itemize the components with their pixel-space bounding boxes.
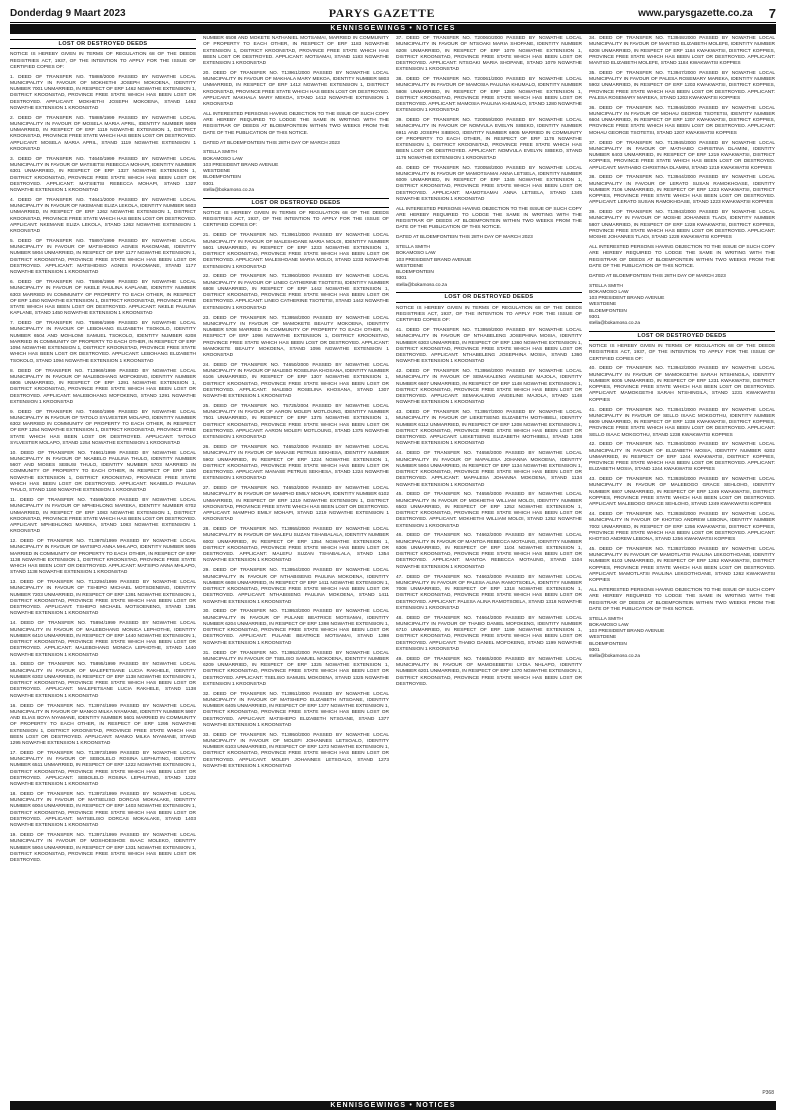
signature-line: 9301 (203, 181, 214, 187)
signature-line: stella@bokamoso.co.za (396, 282, 447, 288)
notice-paragraph: 6. DEED OF TRANSFER NO. T5898/1999 PASSED BY NGWATHE LOCAL MUNICIPALITY IN FAVOUR OF NKELE PAULINA KAPLANE, IDENTITY NUMBER 6303 MARRIED IN COMMUNITY OF PROPERTY TO EACH OTHER, IN RESPECT OF ERF 1450 NGWATHE EXTENSION 1, DISTRICT KROONSTAD, PROVINCE FREE STATE WHICH HAS BEEN LOST OR DESTROYED. APPLICANT: NKELE PAULINA KAPLANE, STAND 1450 NGWATHE EXTENSION 1 KROONSTAD (10, 280, 196, 317)
signature-line: STELLA SMITH (396, 245, 430, 251)
notice-paragraph: 44. DEED OF TRANSFER NO. T13938/2000 PASSED BY NGWATHE LOCAL MUNICIPALITY IN FAVOUR OF KHOTSO ANDREW LEBONA, IDENTITY NUMBER 7002 UNMARRIED, IN RESPECT OF ERF 1256 KWAKWATSI, DISTRICT KOPPIES, PROVINCE FREE STATE WHICH HAS BEEN LOST OR DESTROYED. APPLICANT: KHOTSO ANDREW LEBONA, STAND 1256 KWAKWATSI KOPPIES (589, 512, 775, 543)
notice-paragraph: 12. DEED OF TRANSFER NO. T13975/1999 PASSED BY NGWATHE LOCAL MUNICIPALITY IN FAVOUR OF MATSIPO ANNA MHLAPO, IDENTITY NUMBER 5905 MARRIED IN COMMUNITY OF PROPERTY TO EACH OTHER, IN RESPECT OF ERF 1138 NGWATHE EXTENSION 1, DISTRICT KROONSTAD, PROVINCE FREE STATE WHICH HAS BEEN LOST OR DESTROYED. APPLICANT: MATSIPO ANNA MHLAPO, STAND 1138 NGWATHE EXTENSION 1 KROONSTAD (10, 539, 196, 576)
notice-paragraph: 45. DEED OF TRANSFER NO. T4659/2000 PASSED BY NGWATHE LOCAL MUNICIPALITY IN FAVOUR OF MOKHETHI WILLIAM MOLOI, IDENTITY NUMBER 6503 UNMARRIED, IN RESPECT OF ERF 1252 NGWATHE EXTENSION 1, DISTRICT KROONSTAD, PROVINCE FREE STATE WHICH HAS BEEN LOST OR DESTROYED. APPLICANT: MOKHETHI WILLIAM MOLOI, STAND 1252 NGWATHE EXTENSION 1 KROONSTAD (396, 492, 582, 529)
signature-line: BOKAMOSO LAW (589, 622, 629, 628)
notice-paragraph: 48. DEED OF TRANSFER NO. T4664/2000 PASSED BY NGWATHE LOCAL MUNICIPALITY IN FAVOUR OF THABO DANIEL MOFOKENG, IDENTITY NUMBER 6710 UNMARRIED, IN RESPECT OF ERF 1199 NGWATHE EXTENSION 1, DISTRICT KROONSTAD, PROVINCE FREE STATE WHICH HAS BEEN LOST OR DESTROYED. APPLICANT: THABO DANIEL MOFOKENG, STAND 1199 NGWATHE EXTENSION 1 KROONSTAD (396, 615, 582, 652)
notice-paragraph: 4. DEED OF TRANSFER NO. T4641/2000 PASSED BY NGWATHE LOCAL MUNICIPALITY IN FAVOUR OF NKEMANE ELIZA LEKOLA, IDENTITY NUMBER 5603 UNMARRIED, IN RESPECT OF ERF 1262 NGWATHE EXTENSION 1, DISTRICT KROONSTAD, PROVINCE FREE STATE WHICH HAS BEEN LOST OR DESTROYED. APPLICANT: NKEMANE ELIZA LEKOLA, STAND 1262 NGWATHE EXTENSION 1 KROONSTAD (10, 197, 196, 235)
notice-paragraph: 21. DEED OF TRANSFER NO. T13961/2000 PASSED BY NGWATHE LOCAL MUNICIPALITY IN FAVOUR OF MALESHOANE MARIA MOLOI, IDENTITY NUMBER 5601 UNMARRIED, IN RESPECT OF ERF 1233 NGWATHE EXTENSION 1, DISTRICT KROONSTAD, PROVINCE FREE STATE WHICH HAS BEEN LOST OR DESTROYED. APPLICANT: MALESHOANE MARIA MOLOI, STAND 1233 NGWATHE EXTENSION 1 KROONSTAD (203, 233, 389, 270)
notice-paragraph: 35. DEED OF TRANSFER NO. T13947/2000 PASSED BY NGWATHE LOCAL MUNICIPALITY IN FAVOUR OF PALESA ROSEMARY MAREKA, IDENTITY NUMBER 5902 UNMARRIED, IN RESPECT OF ERF 1203 KWAKWATSI, DISTRICT KOPPIES, PROVINCE FREE STATE WHICH HAS BEEN LOST OR DESTROYED. APPLICANT: PALESA ROSEMARY MAREKA, STAND 1203 KWAKWATSI KOPPIES (589, 70, 775, 101)
signature-block (203, 150, 389, 194)
column-1 (10, 36, 196, 1086)
signature-line: WESTDENE (203, 169, 231, 175)
notice-heading: LOST OR DESTROYED DEEDS (396, 292, 582, 302)
notice-paragraph: NOTICE IS HEREBY GIVEN IN TERMS OF REGULATION 68 OF THE DEEDS REGISTRIES ACT, 1937, OF THE INTENTION TO APPLY FOR THE ISSUE OF CERTIFIED COPIES OF: (10, 52, 196, 70)
notice-paragraph: 1. DEED OF TRANSFER NO. T5888/2000 PASSED BY NGWATHE LOCAL MUNICIPALITY IN FAVOUR OF MOKHETHI JOSEPH MOKOENA, IDENTITY NUMBER 7001 UNMARRIED, IN RESPECT OF ERF 1462 NGWATHE EXTENSION 1, DISTRICT KROONSTAD, PROVINCE FREE STATE WHICH HAS BEEN LOST OR DESTROYED. APPLICANT: MOKHETHI JOSEPH MOKOENA, STAND 1462 NGWATHE EXTENSION 1 KROONSTAD (10, 74, 196, 111)
signature-line: 9301 (589, 314, 600, 320)
notice-paragraph: 17. DEED OF TRANSFER NO. T13973/1999 PASSED BY NGWATHE LOCAL MUNICIPALITY IN FAVOUR OF SEBOLELO ROSINA LEPHUTING, IDENTITY NUMBER 6511 UNMARRIED, IN RESPECT OF ERF 1222 NGWATHE EXTENSION 1, DISTRICT KROONSTAD, PROVINCE FREE STATE WHICH HAS BEEN LOST OR DESTROYED. APPLICANT: SEBOLELO ROSINA LEPHUTING, STAND 1222 NGWATHE EXTENSION 1 KROONSTAD (10, 750, 196, 788)
signature-line: 103 PRESIDENT BRAND AVENUE (203, 162, 279, 168)
notice-paragraph: ALL INTERESTED PERSONS HAVING OBJECTION TO THE ISSUE OF SUCH COPY ARE HEREBY REQUIRED TO LODGE THE SAME IN WRITING WITH THE REGISTRAR OF DEEDS AT BLOEMFONTEIN WITHIN TWO WEEKS FROM THE DATE OF THE PUBLICATION OF THIS NOTICE. (203, 111, 389, 136)
notice-paragraph: NOTICE IS HEREBY GIVEN IN TERMS OF REGULATION 68 OF THE DEEDS REGISTRIES ACT, 1937, OF THE INTENTION TO APPLY FOR THE ISSUE OF CERTIFIED COPIES OF: (396, 305, 582, 324)
notice-paragraph: 43. DEED OF TRANSFER NO. T13957/2000 PASSED BY NGWATHE LOCAL MUNICIPALITY IN FAVOUR OF LIEKETSENG ELIZABETH MOTHIBELI, IDENTITY NUMBER 6112 UNMARRIED, IN RESPECT OF ERF 1208 NGWATHE EXTENSION 1, DISTRICT KROONSTAD, PROVINCE FREE STATE WHICH HAS BEEN LOST OR DESTROYED. APPLICANT: LIEKETSENG ELIZABETH MOTHIBELI, STAND 1208 NGWATHE EXTENSION 1 KROONSTAD (396, 410, 582, 447)
notice-paragraph: 38. DEED OF TRANSFER NO. T20061/2000 PASSED BY NGWATHE LOCAL MUNICIPALITY IN FAVOUR OF MAMOSIA PAULINA KHUMALO, IDENTITY NUMBER 5808 UNMARRIED, IN RESPECT OF ERF 1280 NGWATHE EXTENSION 1, DISTRICT KROONSTAD, PROVINCE FREE STATE WHICH HAS BEEN LOST OR DESTROYED. APPLICANT: MAMOSIA PAULINA KHUMALO, STAND 1280 NGWATHE EXTENSION 1 KROONSTAD (396, 77, 582, 114)
page-number: 7 (768, 5, 776, 21)
notice-paragraph: NUMBER 6508 AND MOKETE NATHANIEL MOTSAMAI, MARRIED IN COMMUNITY OF PROPERTY TO EACH OTHER, IN RESPECT OF ERF 1183 NGWATHE EXTENSION 1, DISTRICT KROONSTAD, PROVINCE FREE STATE WHICH HAS BEEN LOST OR DESTROYED. APPLICANT: MOTSAMAI, STAND 1183 NGWATHE EXTENSION 1 KROONSTAD (203, 36, 389, 66)
notice-paragraph: 9. DEED OF TRANSFER NO. T4660/1999 PASSED BY NGWATHE LOCAL MUNICIPALITY IN FAVOUR OF TATOLO SYLVESTER MOLAPO, IDENTITY NUMBER 6302 MARRIED IN COMMUNITY OF PROPERTY TO EACH OTHER, IN RESPECT OF ERF 1254 NGWATHE EXTENSION 1, DISTRICT KROONSTAD, PROVINCE FREE STATE WHICH HAS BEEN LOST OR DESTROYED. APPLICANT: TATOLO SYLVESTER MOLAPO, STAND 1254 NGWATHE EXTENSION 1 KROONSTAD (10, 409, 196, 446)
notice-paragraph: 18. DEED OF TRANSFER NO. T13972/1999 PASSED BY NGWATHE LOCAL MUNICIPALITY IN FAVOUR OF MATSELISO DORCAS MOKALAKE, IDENTITY NUMBER 6004 UNMARRIED, IN RESPECT OF ERF 1403 NGWATHE EXTENSION 1, DISTRICT KROONSTAD, PROVINCE FREE STATE WHICH HAS BEEN LOST OR DESTROYED. APPLICANT: MATSELISO DORCAS MOKALAKE, STAND 1403 NGWATHE EXTENSION 1 KROONSTAD (10, 791, 196, 829)
notice-paragraph: 41. DEED OF TRANSFER NO. T13941/2000 PASSED BY NGWATHE LOCAL MUNICIPALITY IN FAVOUR OF SELLO ISAAC MOKGOTHU, IDENTITY NUMBER 6609 UNMARRIED, IN RESPECT OF ERF 1238 KWAKWATSI, DISTRICT KOPPIES, PROVINCE FREE STATE WHICH HAS BEEN LOST OR DESTROYED. APPLICANT: SELLO ISAAC MOKGOTHU, STAND 1238 KWAKWATSI KOPPIES (589, 407, 775, 438)
notice-paragraph: 20. DEED OF TRANSFER NO. T13961/2000 PASSED BY NGWATHE LOCAL MUNICIPALITY IN FAVOUR OF MAKHALA MARY MEKOA, IDENTITY NUMBER 5803 UNMARRIED, IN RESPECT OF ERF 1412 NGWATHE EXTENSION 1, DISTRICT KROONSTAD, PROVINCE FREE STATE WHICH HAS BEEN LOST OR DESTROYED. APPLICANT: MAKHALA MARY MEKOA, STAND 1412 NGWATHE EXTENSION 1 KROONSTAD (203, 70, 389, 108)
footer-banner: KENNISGEWINGS • NOTICES (10, 1101, 776, 1110)
notice-paragraph: 11. DEED OF TRANSFER NO. T4599/2000 PASSED BY NGWATHE LOCAL MUNICIPALITY IN FAVOUR OF MPHEHLONG MAREKA, IDENTITY NUMBER 6702 UNMARRIED, IN RESPECT OF ERF 1083 NGWATHE EXTENSION 1, DISTRICT KROONSTAD, PROVINCE FREE STATE WHICH HAS BEEN LOST OR DESTROYED. APPLICANT: MPHEHLONG MAREKA, STAND 1083 NGWATHE EXTENSION 1 KROONSTAD (10, 498, 196, 535)
notice-paragraph: 47. DEED OF TRANSFER NO. T4663/2000 PASSED BY NGWATHE LOCAL MUNICIPALITY IN FAVOUR OF PALESA ALINA RAMOTSOELA, IDENTITY NUMBER 7008 UNMARRIED, IN RESPECT OF ERF 1318 NGWATHE EXTENSION 1, DISTRICT KROONSTAD, PROVINCE FREE STATE WHICH HAS BEEN LOST OR DESTROYED. APPLICANT: PALESA ALINA RAMOTSOELA, STAND 1318 NGWATHE EXTENSION 1 KROONSTAD (396, 574, 582, 611)
notice-paragraph: 40. DEED OF TRANSFER NO. T20058/2000 PASSED BY NGWATHE LOCAL MUNICIPALITY IN FAVOUR OF MAMOTSAMAI ANNA LETSELA, IDENTITY NUMBER 6009 UNMARRIED, IN RESPECT OF ERF 1345 NGWATHE EXTENSION 1, DISTRICT KROONSTAD, PROVINCE FREE STATE WHICH HAS BEEN LOST OR DESTROYED. APPLICANT: MAMOTSAMAI ANNA LETSELA, STAND 1345 NGWATHE EXTENSION 1 KROONSTAD (396, 165, 582, 202)
signature-line: 103 PRESIDENT BRAND AVENUE (396, 257, 472, 263)
notice-paragraph: 25. DEED OF TRANSFER NO. T5725/2004 PASSED BY NGWATHE LOCAL MUNICIPALITY IN FAVOUR OF AARON MOLEFI MOTLOUNG, IDENTITY NUMBER 7501 UNMARRIED, IN RESPECT OF ERF 1375 NGWATHE EXTENSION 1, DISTRICT KROONSTAD, PROVINCE FREE STATE WHICH HAS BEEN LOST OR DESTROYED. APPLICANT: AARON MOLEFI MOTLOUNG, STAND 1375 NGWATHE EXTENSION 1 KROONSTAD (203, 403, 389, 441)
notice-paragraph: 42. DEED OF TRANSFER NO. T13956/2000 PASSED BY NGWATHE LOCAL MUNICIPALITY IN FAVOUR OF SEMAKALENG ANGELINE MAJOLA, IDENTITY NUMBER 6607 UNMARRIED, IN RESPECT OF ERF 1148 NGWATHE EXTENSION 1, DISTRICT KROONSTAD, PROVINCE FREE STATE WHICH HAS BEEN LOST OR DESTROYED. APPLICANT: SEMAKALENG ANGELINE MAJOLA, STAND 1148 NGWATHE EXTENSION 1 KROONSTAD (396, 369, 582, 406)
signature-line: 103 PRESIDENT BRAND AVENUE (589, 629, 665, 635)
signature-block (589, 284, 775, 328)
notice-paragraph: 37. DEED OF TRANSFER NO. T13945/2000 PASSED BY NGWATHE LOCAL MUNICIPALITY IN FAVOUR OF MATHABO CHRISTINA DLAMINI, IDENTITY NUMBER 6403 UNMARRIED, IN RESPECT OF ERF 1219 KWAKWATSI, DISTRICT KOPPIES, PROVINCE FREE STATE WHICH HAS BEEN LOST OR DESTROYED. APPLICANT: MATHABO CHRISTINA DLAMINI, STAND 1219 KWAKWATSI KOPPIES (589, 140, 775, 171)
notice-paragraph: NOTICE IS HEREBY GIVEN IN TERMS OF REGULATION 68 OF THE DEEDS REGISTRIES ACT, 1937, OF THE INTENTION TO APPLY FOR THE ISSUE OF CERTIFIED COPIES OF: (203, 210, 389, 229)
notice-paragraph: 24. DEED OF TRANSFER NO. T4650/2000 PASSED BY NGWATHE LOCAL MUNICIPALITY IN FAVOUR OF MALEBO ROSELINA KHOSANA, IDENTITY NUMBER 6106 UNMARRIED, IN RESPECT OF ERF 1307 NGWATHE EXTENSION 1, DISTRICT KROONSTAD, PROVINCE FREE STATE WHICH HAS BEEN LOST OR DESTROYED. APPLICANT: MALEBO ROSELINA KHOSANA, STAND 1307 NGWATHE EXTENSION 1 KROONSTAD (203, 362, 389, 400)
notice-paragraph: 40. DEED OF TRANSFER NO. T13942/2000 PASSED BY NGWATHE LOCAL MUNICIPALITY IN FAVOUR OF MAMOKGETHI SARAH NTSHINGILA, IDENTITY NUMBER 6005 UNMARRIED, IN RESPECT OF ERF 1231 KWAKWATSI, DISTRICT KOPPIES, PROVINCE FREE STATE WHICH HAS BEEN LOST OR DESTROYED. APPLICANT: MAMOKGETHI SARAH NTSHINGILA, STAND 1231 KWAKWATSI KOPPIES (589, 366, 775, 403)
column-2 (203, 36, 389, 1086)
notice-paragraph: 13. DEED OF TRANSFER NO. T12294/1999 PASSED BY NGWATHE LOCAL MUNICIPALITY IN FAVOUR OF TSHEPO MICHAEL MOTSOENENG, IDENTITY NUMBER 7203 UNMARRIED, IN RESPECT OF ERF 1391 NGWATHE EXTENSION 1, DISTRICT KROONSTAD, PROVINCE FREE STATE WHICH HAS BEEN LOST OR DESTROYED. APPLICANT: TSHEPO MICHAEL MOTSOENENG, STAND 1391 NGWATHE EXTENSION 1 KROONSTAD (10, 580, 196, 617)
signature-line: BLOEMFONTEIN (589, 308, 627, 314)
notice-paragraph: 49. DEED OF TRANSFER NO. T4665/2000 PASSED BY NGWATHE LOCAL MUNICIPALITY IN FAVOUR OF MAMOSEBETSI LYDIA NHLAPO, IDENTITY NUMBER 6201 UNMARRIED, IN RESPECT OF ERF 1370 NGWATHE EXTENSION 1, DISTRICT KROONSTAD, PROVINCE FREE STATE WHICH HAS BEEN LOST OR DESTROYED. (396, 656, 582, 687)
notice-paragraph: 45. DEED OF TRANSFER NO. T13937/2000 PASSED BY NGWATHE LOCAL MUNICIPALITY IN FAVOUR OF MAMOTLATSI PAULINA LEKGOTHOANE, IDENTITY NUMBER 6103 UNMARRIED, IN RESPECT OF ERF 1262 KWAKWATSI, DISTRICT KOPPIES, PROVINCE FREE STATE WHICH HAS BEEN LOST OR DESTROYED. APPLICANT: MAMOTLATSI PAULINA LEKGOTHOANE, STAND 1262 KWAKWATSI KOPPIES (589, 546, 775, 584)
notice-paragraph: 44. DEED OF TRANSFER NO. T4658/2000 PASSED BY NGWATHE LOCAL MUNICIPALITY IN FAVOUR OF MAPALESA JOHANNA MOKOENA, IDENTITY NUMBER 5904 UNMARRIED, IN RESPECT OF ERF 1134 NGWATHE EXTENSION 1, DISTRICT KROONSTAD, PROVINCE FREE STATE WHICH HAS BEEN LOST OR DESTROYED. APPLICANT: MAPALESA JOHANNA MOKOENA, STAND 1134 NGWATHE EXTENSION 1 KROONSTAD (396, 451, 582, 488)
signature-line: BOKAMOSO LAW (589, 289, 629, 295)
notice-heading: LOST OR DESTROYED DEEDS (589, 331, 775, 341)
signature-line: WESTDENE (396, 263, 424, 269)
notice-paragraph: 8. DEED OF TRANSFER NO. T13969/1999 PASSED BY NGWATHE LOCAL MUNICIPALITY IN FAVOUR OF MALEBOHANG MOFOKENG, IDENTITY NUMBER 6806 UNMARRIED, IN RESPECT OF ERF 1291 NGWATHE EXTENSION 1, DISTRICT KROONSTAD, PROVINCE FREE STATE WHICH HAS BEEN LOST OR DESTROYED. APPLICANT: MALEBOHANG MOFOKENG, STAND 1291 NGWATHE EXTENSION 1 KROONSTAD (10, 368, 196, 405)
signature-line: WESTDENE (589, 635, 617, 641)
notice-paragraph: 37. DEED OF TRANSFER NO. T20060/2000 PASSED BY NGWATHE LOCAL MUNICIPALITY IN FAVOUR OF NTSOAKI MARIA SHOPANE, IDENTITY NUMBER 6208 UNMARRIED, IN RESPECT OF ERF 1079 NGWATHE EXTENSION 1, DISTRICT KROONSTAD, PROVINCE FREE STATE WHICH HAS BEEN LOST OR DESTROYED. APPLICANT: NTSOAKI MARIA SHOPANE, STAND 1079 NGWATHE EXTENSION 1 KROONSTAD (396, 36, 582, 73)
signature-line: stella@bokamoso.co.za (589, 321, 640, 326)
notice-paragraph: 41. DEED OF TRANSFER NO. T13959/2000 PASSED BY NGWATHE LOCAL MUNICIPALITY IN FAVOUR OF NTHABELENG JOSEPHINA MOSIA, IDENTITY NUMBER 6303 UNMARRIED, IN RESPECT OF ERF 1360 NGWATHE EXTENSION 1, DISTRICT KROONSTAD, PROVINCE FREE STATE WHICH HAS BEEN LOST OR DESTROYED. APPLICANT: NTHABELENG JOSEPHINA MOSIA, STAND 1360 NGWATHE EXTENSION 1 KROONSTAD (396, 328, 582, 365)
notice-columns (10, 36, 776, 1086)
notice-heading: LOST OR DESTROYED DEEDS (10, 39, 196, 49)
notice-paragraph: 39. DEED OF TRANSFER NO. T13943/2000 PASSED BY NGWATHE LOCAL MUNICIPALITY IN FAVOUR OF MOSHE JOHANNES TLADI, IDENTITY NUMBER 5807 UNMARRIED, IN RESPECT OF ERF 1228 KWAKWATSI, DISTRICT KOPPIES, PROVINCE FREE STATE WHICH HAS BEEN LOST OR DESTROYED. APPLICANT: MOSHE JOHANNES TLADI, STAND 1228 KWAKWATSI KOPPIES (589, 210, 775, 241)
signature-block (589, 617, 775, 661)
notice-paragraph: 27. DEED OF TRANSFER NO. T4653/2000 PASSED BY NGWATHE LOCAL MUNICIPALITY IN FAVOUR OF MAMPHO EMILY MOHAPI, IDENTITY NUMBER 6102 UNMARRIED, IN RESPECT OF ERF 1219 NGWATHE EXTENSION 1, DISTRICT KROONSTAD, PROVINCE FREE STATE WHICH HAS BEEN LOST OR DESTROYED. APPLICANT: MAMPHO EMILY MOHAPI, STAND 1219 NGWATHE EXTENSION 1 KROONSTAD (203, 486, 389, 523)
notice-paragraph: 3. DEED OF TRANSFER NO. T4640/1999 PASSED BY NGWATHE LOCAL MUNICIPALITY IN FAVOUR OF MATSIETSI REBECCA MOHAPI, IDENTITY NUMBER 6301 UNMARRIED, IN RESPECT OF ERF 1327 NGWATHE EXTENSION 1, DISTRICT KROONSTAD, PROVINCE FREE STATE WHICH HAS BEEN LOST OR DESTROYED. APPLICANT: MATSIETSI REBECCA MOHAPI, STAND 1327 NGWATHE EXTENSION 1 KROONSTAD (10, 156, 196, 194)
notice-paragraph: 31. DEED OF TRANSFER NO. T13952/2000 PASSED BY NGWATHE LOCAL MUNICIPALITY IN FAVOUR OF TSELISO SAMUEL MOKOENA, IDENTITY NUMBER 6209 UNMARRIED, IN RESPECT OF ERF 1325 NGWATHE EXTENSION 1, DISTRICT KROONSTAD, PROVINCE FREE STATE WHICH HAS BEEN LOST OR DESTROYED. APPLICANT: TSELISO SAMUEL MOKOENA, STAND 1325 NGWATHE EXTENSION 1 KROONSTAD (203, 650, 389, 687)
signature-line: BOKAMOSO LAW (203, 156, 243, 162)
notice-paragraph: DATED AT BLOEMFONTEIN THIS 28TH DAY OF MARCH 2023 (589, 273, 726, 279)
column-4 (589, 36, 775, 1086)
notice-paragraph: 32. DEED OF TRANSFER NO. T13951/2000 PASSED BY NGWATHE LOCAL MUNICIPALITY IN FAVOUR OF MATSHEPO ELIZABETH NTSOANE, IDENTITY NUMBER 6405 UNMARRIED, IN RESPECT OF ERF 1377 NGWATHE EXTENSION 1, DISTRICT KROONSTAD, PROVINCE FREE STATE WHICH HAS BEEN LOST OR DESTROYED. APPLICANT: MATSHEPO ELIZABETH NTSOANE, STAND 1377 NGWATHE EXTENSION 1 KROONSTAD (203, 691, 389, 728)
notice-paragraph: 38. DEED OF TRANSFER NO. T13944/2000 PASSED BY NGWATHE LOCAL MUNICIPALITY IN FAVOUR OF LERATO SUSAN RAMOKHOASE, IDENTITY NUMBER 7106 UNMARRIED, IN RESPECT OF ERF 1223 KWAKWATSI, DISTRICT KOPPIES, PROVINCE FREE STATE WHICH HAS BEEN LOST OR DESTROYED. APPLICANT: LERATO SUSAN RAMOKHOASE, STAND 1223 KWAKWATSI KOPPIES (589, 175, 775, 206)
header-rule (10, 22, 776, 23)
signature-line: STELLA SMITH (589, 616, 623, 622)
masthead-right (638, 6, 776, 21)
signature-line: STELLA SMITH (589, 283, 623, 289)
notice-paragraph: 10. DEED OF TRANSFER NO. T4661/1999 PASSED BY NGWATHE LOCAL MUNICIPALITY IN FAVOUR OF NKABELO PAULINA THULO, IDENTITY NUMBER 5607 AND MOSES SEBUSI THULO, IDENTITY NUMBER 5703 MARRIED IN COMMUNITY OF PROPERTY TO EACH OTHER, IN RESPECT OF ERF 1160 NGWATHE EXTENSION 1, DISTRICT KROONSTAD, PROVINCE FREE STATE WHICH HAS BEEN LOST OR DESTROYED. APPLICANT: NKABELO PAULINA THULO, STAND 1160 NGWATHE EXTENSION 1 KROONSTAD (10, 450, 196, 494)
notice-paragraph: 30. DEED OF TRANSFER NO. T13953/2000 PASSED BY NGWATHE LOCAL MUNICIPALITY IN FAVOUR OF PULANE BEATRICE MOTSAMAI, IDENTITY NUMBER 6204 UNMARRIED, IN RESPECT OF ERF 1398 NGWATHE EXTENSION 1, DISTRICT KROONSTAD, PROVINCE FREE STATE WHICH HAS BEEN LOST OR DESTROYED. APPLICANT: PULANE BEATRICE MOTSAMAI, STAND 1398 NGWATHE EXTENSION 1 KROONSTAD (203, 609, 389, 646)
notice-paragraph: 29. DEED OF TRANSFER NO. T13954/2000 PASSED BY NGWATHE LOCAL MUNICIPALITY IN FAVOUR OF NTHABISENG PAULINA MOKOENA, IDENTITY NUMBER 6608 UNMARRIED, IN RESPECT OF ERF 1411 NGWATHE EXTENSION 1, DISTRICT KROONSTAD, PROVINCE FREE STATE WHICH HAS BEEN LOST OR DESTROYED. APPLICANT: NTHABISENG PAULINA MOKOENA, STAND 1411 NGWATHE EXTENSION 1 KROONSTAD (203, 568, 389, 605)
signature-line: stella@bokamoso.co.za (589, 654, 640, 660)
page-tag: P368 (762, 1090, 774, 1096)
signature-line: BLOEMFONTEIN (589, 641, 627, 647)
notice-paragraph: 19. DEED OF TRANSFER NO. T13971/1999 PASSED BY NGWATHE LOCAL MUNICIPALITY IN FAVOUR OF MOSHOESHOE ISAAC MOLEKO, IDENTITY NUMBER 5904 UNMARRIED, IN RESPECT OF ERF 1331 NGWATHE EXTENSION 1, DISTRICT KROONSTAD, PROVINCE FREE STATE WHICH HAS BEEN LOST OR DESTROYED. (10, 833, 196, 864)
notice-paragraph: DATED AT BLOEMFONTEIN THIS 28TH DAY OF MARCH 2023 (203, 140, 340, 146)
column-3 (396, 36, 582, 1086)
section-banner: KENNISGEWINGS • NOTICES (10, 24, 776, 34)
signature-line: 9301 (589, 647, 600, 653)
paper-name: PARYS GAZETTE (328, 5, 435, 20)
notice-paragraph: 36. DEED OF TRANSFER NO. T13946/2000 PASSED BY NGWATHE LOCAL MUNICIPALITY IN FAVOUR OF MOHAU GEORGE TSOTETSI, IDENTITY NUMBER 6604 UNMARRIED, IN RESPECT OF ERF 1207 KWAKWATSI, DISTRICT KOPPIES, PROVINCE FREE STATE WHICH HAS BEEN LOST OR DESTROYED. APPLICANT: MOHAU GEORGE TSOTETSI, STAND 1207 KWAKWATSI KOPPIES (589, 105, 775, 136)
notice-paragraph: 26. DEED OF TRANSFER NO. T4652/2000 PASSED BY NGWATHE LOCAL MUNICIPALITY IN FAVOUR OF MANASE PETRUS SEKHESA, IDENTITY NUMBER 5902 UNMARRIED, IN RESPECT OF ERF 1224 NGWATHE EXTENSION 1, DISTRICT KROONSTAD, PROVINCE FREE STATE WHICH HAS BEEN LOST OR DESTROYED. APPLICANT: MANASE PETRUS SEKHESA, STAND 1224 NGWATHE EXTENSION 1 KROONSTAD (203, 445, 389, 482)
signature-line: 103 PRESIDENT BRAND AVENUE (589, 296, 665, 301)
notice-heading: LOST OR DESTROYED DEEDS (203, 198, 389, 208)
notice-paragraph: 33. DEED OF TRANSFER NO. T13950/2000 PASSED BY NGWATHE LOCAL MUNICIPALITY IN FAVOUR OF MOLEFI JOHANNES LETSOALO, IDENTITY NUMBER 6103 UNMARRIED, IN RESPECT OF ERF 1273 NGWATHE EXTENSION 1, DISTRICT KROONSTAD, PROVINCE FREE STATE WHICH HAS BEEN LOST OR DESTROYED. APPLICANT: MOLEFI JOHANNES LETSOALO, STAND 1273 NGWATHE EXTENSION 1 KROONSTAD (203, 732, 389, 769)
notice-paragraph: ALL INTERESTED PERSONS HAVING OBJECTION TO THE ISSUE OF SUCH COPY ARE HEREBY REQUIRED TO LODGE THE SAME IN WRITING WITH THE REGISTRAR OF DEEDS AT BLOEMFONTEIN WITHIN TWO WEEKS FROM THE DATE OF THE PUBLICATION OF THIS NOTICE. (396, 206, 582, 231)
notice-paragraph: NOTICE IS HEREBY GIVEN IN TERMS OF REGULATION 68 OF THE DEEDS REGISTRIES ACT, 1937, OF THE INTENTION TO APPLY FOR THE ISSUE OF CERTIFIED COPIES OF: (589, 344, 775, 362)
signature-line: BOKAMOSO LAW (396, 251, 436, 257)
notice-paragraph: 43. DEED OF TRANSFER NO. T13939/2000 PASSED BY NGWATHE LOCAL MUNICIPALITY IN FAVOUR OF MALEBOGO GRACE SEHLOHO, IDENTITY NUMBER 6807 UNMARRIED, IN RESPECT OF ERF 1249 KWAKWATSI, DISTRICT KOPPIES, PROVINCE FREE STATE WHICH HAS BEEN LOST OR DESTROYED. APPLICANT: MALEBOGO GRACE SEHLOHO, STAND 1249 KWAKWATSI KOPPIES (589, 477, 775, 508)
notice-paragraph: 34. DEED OF TRANSFER NO. T13948/2000 PASSED BY NGWATHE LOCAL MUNICIPALITY IN FAVOUR OF MANTSO ELIZABETH MOLEFE, IDENTITY NUMBER 6208 UNMARRIED, IN RESPECT OF ERF 1184 KWAKWATSI, DISTRICT KOPPIES, PROVINCE FREE STATE WHICH HAS BEEN LOST OR DESTROYED. APPLICANT: MANTSO ELIZABETH MOLEFE, STAND 1184 KWAKWATSI KOPPIES (589, 36, 775, 66)
notice-paragraph: 16. DEED OF TRANSFER NO. T13974/1999 PASSED BY NGWATHE LOCAL MUNICIPALITY IN FAVOUR OF MANKO MILKA NYAMANE, IDENTITY NUMBER 5907 AND ELIAS BOYA NYAMANE, IDENTITY NUMBER 5601 MARRIED IN COMMUNITY OF PROPERTY TO EACH OTHER, IN RESPECT OF ERF 1295 NGWATHE EXTENSION 1, DISTRICT KROONSTAD, PROVINCE FREE STATE WHICH HAS BEEN LOST OR DESTROYED. APPLICANT: MANKO MILKA NYAMANE, STAND 1295 NGWATHE EXTENSION 1 KROONSTAD (10, 703, 196, 746)
notice-paragraph: 7. DEED OF TRANSFER NO. T5898/1999 PASSED BY NGWATHE LOCAL MUNICIPALITY IN FAVOUR OF LEBOHANG ELIZABETH TSOKOLO, IDENTITY NUMBER 6504 AND MOHLOMI SAMUEL TSOKOLO, IDENTITY NUMBER 6208 MARRIED IN COMMUNITY OF PROPERTY TO EACH OTHER, IN RESPECT OF ERF 1094 NGWATHE EXTENSION 1, DISTRICT KROONSTAD, PROVINCE FREE STATE WHICH HAS BEEN LOST OR DESTROYED. APPLICANT: LEBOHANG ELIZABETH TSOKOLO, STAND 1094 NGWATHE EXTENSION 1 KROONSTAD (10, 321, 196, 364)
paper-url: www.parysgazette.co.za (638, 7, 753, 19)
signature-line: BLOEMFONTEIN (396, 270, 434, 276)
notice-paragraph: 5. DEED OF TRANSFER NO. T5897/1999 PASSED BY NGWATHE LOCAL MUNICIPALITY IN FAVOUR OF MATSHIDISO AGNES RAKOMANE, IDENTITY NUMBER 5904 UNMARRIED, IN RESPECT OF ERF 1177 NGWATHE EXTENSION 1, DISTRICT KROONSTAD, PROVINCE FREE STATE WHICH HAS BEEN LOST OR DESTROYED. APPLICANT: MATSHIDISO AGNES RAKOMANE, STAND 1177 NGWATHE EXTENSION 1 KROONSTAD (10, 238, 196, 276)
issue-date: Donderdag 9 Maart 2023 (10, 7, 126, 19)
notice-paragraph: 14. DEED OF TRANSFER NO. T5894/1999 PASSED BY NGWATHE LOCAL MUNICIPALITY IN FAVOUR OF MALEBOHANG MONICA LEPHOTHE, IDENTITY NUMBER 6410 UNMARRIED, IN RESPECT OF ERF 1440 NGWATHE EXTENSION 1, DISTRICT KROONSTAD, PROVINCE FREE STATE WHICH HAS BEEN LOST OR DESTROYED. APPLICANT: MALEBOHANG MONICA LEPHOTHE, STAND 1440 NGWATHE EXTENSION 1 KROONSTAD (10, 621, 196, 658)
masthead (10, 6, 776, 20)
signature-line: BLOEMFONTEIN (203, 175, 241, 181)
signature-line: WESTDENE (589, 302, 617, 308)
notice-paragraph: 28. DEED OF TRANSFER NO. T13955/2000 PASSED BY NGWATHE LOCAL MUNICIPALITY IN FAVOUR OF MALEFU SUZAN TSHABALALA, IDENTITY NUMBER 6002 UNMARRIED, IN RESPECT OF ERF 1354 NGWATHE EXTENSION 1, DISTRICT KROONSTAD, PROVINCE FREE STATE WHICH HAS BEEN LOST OR DESTROYED. APPLICANT: MALEFU SUZAN TSHABALALA, STAND 1354 NGWATHE EXTENSION 1 KROONSTAD (203, 527, 389, 564)
signature-line: stella@bokamoso.co.za (203, 187, 254, 193)
notice-paragraph: 22. DEED OF TRANSFER NO. T13960/2000 PASSED BY NGWATHE LOCAL MUNICIPALITY IN FAVOUR OF LINEO CATHERINE TSOTETSI, IDENTITY NUMBER 6808 UNMARRIED, IN RESPECT OF ERF 1442 NGWATHE EXTENSION 1, DISTRICT KROONSTAD, PROVINCE FREE STATE WHICH HAS BEEN LOST OR DESTROYED. APPLICANT: LINEO CATHERINE TSOTETSI, STAND 1442 NGWATHE EXTENSION 1 KROONSTAD (203, 274, 389, 311)
notice-paragraph: 46. DEED OF TRANSFER NO. T4662/2000 PASSED BY NGWATHE LOCAL MUNICIPALITY IN FAVOUR OF MANTOA REBECCA MOTAUNG, IDENTITY NUMBER 6306 UNMARRIED, IN RESPECT OF ERF 1104 NGWATHE EXTENSION 1, DISTRICT KROONSTAD, PROVINCE FREE STATE WHICH HAS BEEN LOST OR DESTROYED. APPLICANT: MANTOA REBECCA MOTAUNG, STAND 1104 NGWATHE EXTENSION 1 KROONSTAD (396, 533, 582, 570)
notice-paragraph: 23. DEED OF TRANSFER NO. T13958/2000 PASSED BY NGWATHE LOCAL MUNICIPALITY IN FAVOUR OF MAMOKETE BEAUTY MOKOENA, IDENTITY NUMBER 5708 MARRIED IN COMMUNITY OF PROPERTY TO EACH OTHER, IN RESPECT OF ERF 1096 NGWATHE EXTENSION 1, DISTRICT KROONSTAD, PROVINCE FREE STATE WHICH HAS BEEN LOST OR DESTROYED. APPLICANT: MAMOKETE BEAUTY MOKOENA, STAND 1096 NGWATHE EXTENSION 1 KROONSTAD (203, 315, 389, 358)
notice-paragraph: 42. DEED OF TRANSFER NO. T13940/2000 PASSED BY NGWATHE LOCAL MUNICIPALITY IN FAVOUR OF ELIZABETH MOSIA, IDENTITY NUMBER 6202 UNMARRIED, IN RESPECT OF ERF 1244 KWAKWATSI, DISTRICT KOPPIES, PROVINCE FREE STATE WHICH HAS BEEN LOST OR DESTROYED. APPLICANT: ELIZABETH MOSIA, STAND 1244 KWAKWATSI KOPPIES (589, 442, 775, 473)
signature-line: 9301 (396, 276, 407, 282)
notice-paragraph: ALL INTERESTED PERSONS HAVING OBJECTION TO THE ISSUE OF SUCH COPY ARE HEREBY REQUIRED TO LODGE THE SAME IN WRITING WITH THE REGISTRAR OF DEEDS AT BLOEMFONTEIN WITHIN TWO WEEKS FROM THE DATE OF THE PUBLICATION OF THIS NOTICE. (589, 588, 775, 612)
signature-line: STELLA SMITH (203, 150, 237, 156)
notice-paragraph: 15. DEED OF TRANSFER NO. T5895/1999 PASSED BY NGWATHE LOCAL MUNICIPALITY IN FAVOUR OF MALEFETSANE LUCIA RAKHELE, IDENTITY NUMBER 6302 UNMARRIED, IN RESPECT OF ERF 1138 NGWATHE EXTENSION 1, DISTRICT KROONSTAD, PROVINCE FREE STATE WHICH HAS BEEN LOST OR DESTROYED. APPLICANT: MALEFETSANE LUCIA RAKHELE, STAND 1138 NGWATHE EXTENSION 1 KROONSTAD (10, 662, 196, 699)
signature-block (396, 245, 582, 289)
notice-paragraph: 2. DEED OF TRANSFER NO. T5889/1999 PASSED BY NGWATHE LOCAL MUNICIPALITY IN FAVOUR OF MOSELA MARIA APRIL, IDENTITY NUMBER 5909 UNMARRIED, IN RESPECT OF ERF 1119 NGWATHE EXTENSION 1, DISTRICT KROONSTAD, PROVINCE FREE STATE WHICH HAS BEEN LOST OR DESTROYED. APPLICANT: MOSELA MARIA APRIL, STAND 1119 NGWATHE EXTENSION 1 KROONSTAD (10, 115, 196, 152)
notice-paragraph: DATED AT BLOEMFONTEIN THIS 28TH DAY OF MARCH 2023 (396, 235, 533, 241)
notice-paragraph: ALL INTERESTED PERSONS HAVING OBJECTION TO THE ISSUE OF SUCH COPY ARE HEREBY REQUIRED TO LODGE THE SAME IN WRITING WITH THE REGISTRAR OF DEEDS AT BLOEMFONTEIN WITHIN TWO WEEKS FROM THE DATE OF THE PUBLICATION OF THIS NOTICE. (589, 245, 775, 269)
notice-paragraph: 39. DEED OF TRANSFER NO. T20059/2000 PASSED BY NGWATHE LOCAL MUNICIPALITY IN FAVOUR OF NOMVULA EVELYN SIBEKO, IDENTITY NUMBER 6911 AND JOSEPH SIBEKO, IDENTITY NUMBER 6805 MARRIED IN COMMUNITY OF PROPERTY TO EACH OTHER, IN RESPECT OF ERF 1176 NGWATHE EXTENSION 1, DISTRICT KROONSTAD, PROVINCE FREE STATE WHICH HAS BEEN LOST OR DESTROYED. APPLICANT: NOMVULA EVELYN SIBEKO, STAND 1176 NGWATHE EXTENSION 1 KROONSTAD (396, 118, 582, 161)
